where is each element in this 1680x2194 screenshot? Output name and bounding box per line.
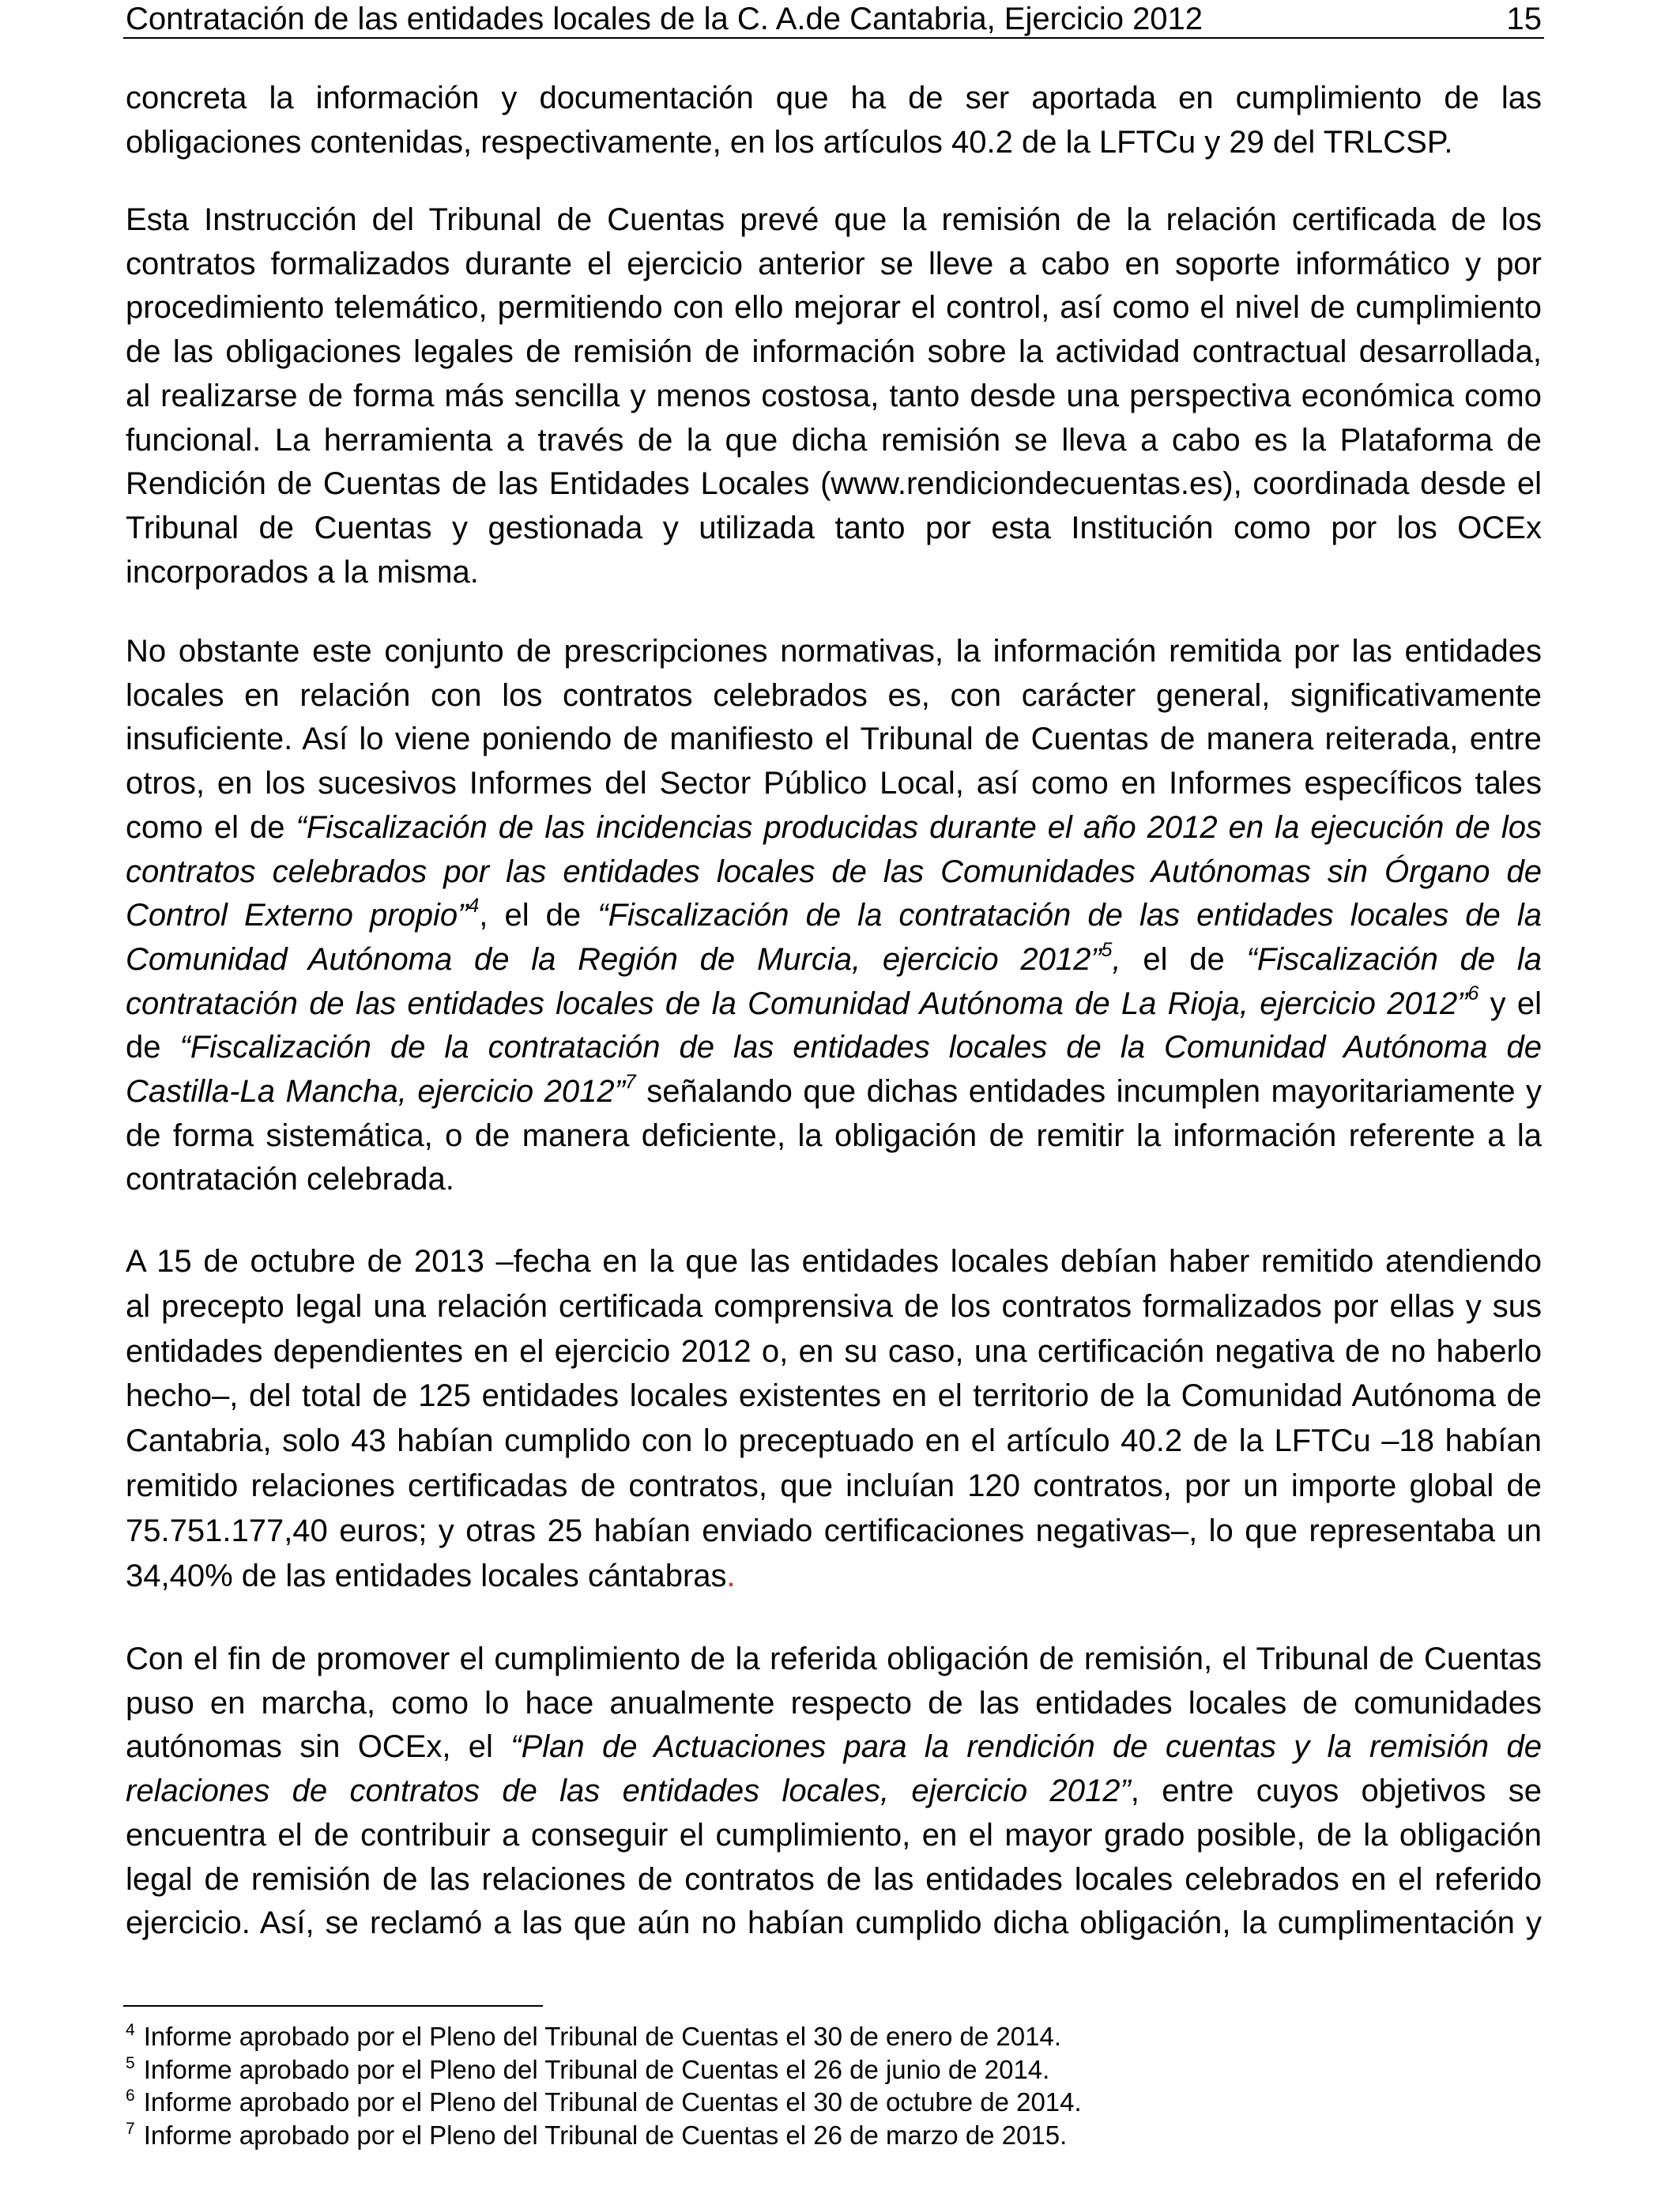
text-line	[126, 1858, 1542, 1902]
text-line	[126, 1814, 1542, 1858]
header-rule	[123, 37, 1544, 39]
text-line	[126, 1725, 1542, 1770]
text-line	[126, 375, 1542, 419]
italic-citation: “Fiscalización de la contratación de las entidades locales de la	[597, 898, 1543, 933]
text-run: legal de remisión de las relaciones de contratos de las entidades locales celebrados en el referido	[126, 1861, 1542, 1897]
text-run: A 15 de octubre de 2013 –fecha en la que las entidades locales debían haber remitido atendiendo	[126, 1244, 1542, 1279]
text-line-content	[126, 854, 1542, 889]
body-paragraph	[126, 1239, 1542, 1598]
text-line-content	[126, 81, 1542, 115]
footnote-reference: 4	[468, 895, 480, 917]
footnote-number: 4	[126, 2021, 135, 2039]
text-line	[126, 419, 1542, 463]
text-run: señalando que dichas entidades incumplen mayoritariamente y	[635, 1074, 1543, 1110]
text-line-content	[126, 555, 479, 590]
footnote	[126, 2086, 1542, 2119]
text-line-content	[126, 1244, 1542, 1279]
italic-citation: “Plan de Actuaciones para la rendición de cuentas y la remisión de	[510, 1729, 1542, 1765]
running-header	[126, 0, 1542, 38]
footnote-text: Informe aprobado por el Pleno del Tribunal de Cuentas el 30 de enero de 2014.	[143, 2022, 1062, 2051]
text-run: contratación celebrada.	[126, 1162, 454, 1197]
text-run: procedimiento telemático, permitiendo con ello mejorar el control, así como el nivel de cumplimiento	[126, 290, 1542, 326]
text-line-content	[126, 1334, 1542, 1369]
footnote-number: 5	[126, 2053, 135, 2072]
text-line-content	[126, 939, 1542, 977]
text-line	[126, 1114, 1542, 1159]
text-run: Cantabria, solo 43 habían cumplido con lo preceptuado en el artículo 40.2 de la LFTCu –18 habían	[126, 1423, 1542, 1459]
text-line	[126, 551, 1542, 595]
text-line-content	[126, 810, 1542, 845]
italic-citation: ,	[1112, 941, 1121, 977]
text-run: incorporados a la misma.	[126, 554, 479, 590]
text-line-content	[126, 1729, 1542, 1764]
text-line-content	[126, 983, 1543, 1021]
text-run: Esta Instrucción del Tribunal de Cuentas prevé que la remisión de la relación certificada de los	[126, 202, 1542, 237]
text-run: Rendición de Cuentas de las Entidades Locales (www.rendiciondecuentas.es), coordinada desde el	[126, 466, 1542, 502]
text-line	[126, 286, 1542, 330]
text-line-content	[126, 1642, 1542, 1676]
text-line-content	[126, 379, 1542, 413]
text-run: de	[126, 1030, 180, 1065]
text-line	[126, 1329, 1542, 1374]
italic-citation: Control Externo propio”	[126, 898, 469, 933]
text-run: 75.751.177,40 euros; y otras 25 habían enviado certificaciones negativas–, lo que representaba un	[126, 1513, 1542, 1548]
body-paragraph	[126, 630, 1542, 1202]
text-run: el de	[1121, 941, 1247, 977]
italic-citation: contratación de las entidades locales de la Comunidad Autónoma de La Rioja, ejercicio 2012”	[126, 986, 1468, 1021]
text-line-content	[126, 1071, 1543, 1110]
text-line-content	[126, 1514, 1542, 1548]
text-line	[126, 462, 1542, 507]
text-line	[126, 1770, 1542, 1814]
footnote	[126, 2119, 1542, 2152]
text-line-content	[126, 1423, 1542, 1458]
text-run: , el de	[479, 898, 598, 933]
text-run: puso en marcha, como lo hace anualmente respecto de las entidades locales de comunidades	[126, 1685, 1542, 1721]
text-line	[126, 1374, 1542, 1419]
italic-citation: relaciones de contratos de las entidades locales, ejercicio 2012”	[126, 1774, 1131, 1809]
footnote-text: Informe aprobado por el Pleno del Tribunal de Cuentas el 26 de marzo de 2015.	[143, 2120, 1068, 2150]
text-run: ejercicio. Así, se reclamó a las que aún no habían cumplido dicha obligación, la cumplimentación y	[126, 1906, 1542, 1941]
text-line	[126, 1638, 1542, 1682]
text-run: Con el fin de promover el cumplimiento de la referida obligación de remisión, el Tribunal de Cuentas	[126, 1642, 1542, 1676]
footnote-number: 6	[126, 2087, 135, 2105]
footnote-reference: 6	[1467, 983, 1479, 1005]
footnotes	[126, 2020, 1542, 2151]
footnote	[126, 2053, 1542, 2087]
text-line	[126, 1239, 1542, 1284]
text-line-content	[126, 678, 1542, 713]
text-run: encuentra el de contribuir a conseguir el cumplimiento, en el mayor grado posible, de la obligación	[126, 1817, 1542, 1853]
header-title: Contratación de las entidades locales de la C. A.de Cantabria, Ejercicio 2012	[126, 2, 1203, 36]
text-run: concreta la información y documentación que ha de ser aportada en cumplimiento de las	[126, 81, 1542, 115]
text-run: hecho–, del total de 125 entidades locales existentes en el territorio de la Comunidad Autónoma de	[126, 1378, 1542, 1414]
text-run: contratos formalizados durante el ejercicio anterior se lleve a cabo en soporte informático y por	[126, 246, 1542, 281]
text-line	[126, 1419, 1542, 1464]
text-line	[126, 330, 1542, 375]
body-paragraph	[126, 77, 1542, 164]
text-run: entidades dependientes en el ejercicio 2012 o, en su caso, una certificación negativa de no haberlo	[126, 1333, 1542, 1369]
text-line-content	[126, 1559, 736, 1593]
text-line-content	[126, 202, 1542, 237]
italic-citation: “Fiscalización de la	[1246, 941, 1542, 977]
text-line	[126, 982, 1542, 1027]
text-line	[126, 1682, 1542, 1726]
text-line	[126, 938, 1542, 982]
footnote-separator	[123, 2005, 543, 2007]
text-line	[126, 507, 1542, 551]
text-line-content	[126, 466, 1542, 501]
text-line	[126, 674, 1542, 718]
text-run: , entre cuyos objetivos se	[1130, 1774, 1542, 1809]
text-line-content	[126, 334, 1542, 369]
text-line-content	[126, 290, 1542, 325]
text-line	[126, 630, 1542, 674]
body-paragraph	[126, 1638, 1542, 1946]
text-line-content	[126, 1906, 1542, 1940]
text-line-content	[126, 423, 1542, 458]
text-line-content	[126, 766, 1542, 801]
text-run: 34,40% de las entidades locales cántabras	[126, 1558, 727, 1593]
text-line	[126, 77, 1542, 121]
text-line	[126, 243, 1542, 287]
page-number: 15	[1506, 2, 1542, 36]
italic-citation: Comunidad Autónoma de la Región de Murcia, ejercicio 2012”	[126, 941, 1102, 977]
footnote-number: 7	[126, 2119, 135, 2138]
italic-citation: “Fiscalización de la contratación de las entidades locales de la Comunidad Autónoma de	[179, 1030, 1543, 1065]
text-line-content	[126, 1686, 1542, 1721]
text-run: insuficiente. Así lo viene poniendo de manifiesto el Tribunal de Cuentas de manera reiterada, entre	[126, 722, 1542, 757]
red-punctuation: .	[726, 1558, 736, 1593]
text-run: Tribunal de Cuentas y gestionada y utilizada tanto por esta Institución como por los OCEx	[126, 510, 1542, 545]
text-line-content	[126, 1862, 1542, 1897]
text-run: otros, en los sucesivos Informes del Sector Público Local, así como en Informes específicos tales	[126, 766, 1542, 801]
text-line	[126, 198, 1542, 243]
text-line-content	[126, 125, 1452, 160]
text-run: locales en relación con los contratos celebrados es, con carácter general, significativamente	[126, 677, 1542, 713]
text-line	[126, 121, 1542, 165]
text-line	[126, 850, 1542, 895]
text-line-content	[126, 634, 1542, 669]
text-run: como el de	[126, 809, 296, 845]
text-run: No obstante este conjunto de prescripciones normativas, la información remitida por las entidades	[126, 634, 1542, 669]
footnote	[126, 2020, 1542, 2053]
text-line	[126, 1554, 1542, 1599]
italic-citation: Castilla-La Mancha, ejercicio 2012”	[126, 1074, 625, 1110]
text-run: al precepto legal una relación certificada comprensiva de los contratos formalizados por ellas y sus	[126, 1288, 1542, 1324]
text-run: de forma sistemática, o de manera deficiente, la obligación de remitir la información referente a la	[126, 1118, 1542, 1153]
text-line-content	[126, 1468, 1542, 1503]
text-line-content	[126, 1030, 1542, 1065]
text-line-content	[126, 511, 1542, 545]
text-run: obligaciones contenidas, respectivamente, en los artículos 40.2 de la LFTCu y 29 del TRLCSP.	[126, 124, 1453, 160]
text-run: y el	[1478, 986, 1543, 1021]
text-line-content	[126, 895, 1543, 933]
text-run: funcional. La herramienta a través de la que dicha remisión se lleva a cabo es la Plataforma de	[126, 422, 1542, 458]
text-line	[126, 1070, 1542, 1114]
footnote-reference: 5	[1101, 939, 1113, 961]
text-run: de las obligaciones legales de remisión de información sobre la actividad contractual desarrollada,	[126, 334, 1542, 370]
text-line-content	[126, 247, 1542, 281]
text-line-content	[126, 1774, 1542, 1808]
text-line	[126, 1902, 1542, 1946]
text-line	[126, 1158, 1542, 1202]
text-run: autónomas sin OCEx, el	[126, 1729, 511, 1765]
footnote-text: Informe aprobado por el Pleno del Tribunal de Cuentas el 30 de octubre de 2014.	[143, 2087, 1082, 2117]
text-line	[126, 1284, 1542, 1329]
text-run: al realizarse de forma más sencilla y menos costosa, tanto desde una perspectiva económica como	[126, 378, 1542, 413]
text-line-content	[126, 1118, 1542, 1153]
text-line	[126, 718, 1542, 762]
text-line-content	[126, 1378, 1542, 1413]
body-paragraph	[126, 198, 1542, 594]
text-line	[126, 806, 1542, 850]
text-line	[126, 1026, 1542, 1070]
italic-citation: contratos celebrados por las entidades locales de las Comunidades Autónomas sin Órgano de	[126, 854, 1542, 889]
text-run: remitido relaciones certificadas de contratos, que incluían 120 contratos, por un importe global de	[126, 1468, 1542, 1503]
footnote-text: Informe aprobado por el Pleno del Tribunal de Cuentas el 26 de junio de 2014.	[143, 2054, 1050, 2084]
text-line-content	[126, 1162, 454, 1197]
text-line	[126, 762, 1542, 806]
text-line-content	[126, 722, 1542, 756]
text-line-content	[126, 1289, 1542, 1324]
text-line-content	[126, 1818, 1542, 1853]
text-line	[126, 1509, 1542, 1554]
text-line	[126, 1464, 1542, 1509]
footnote-reference: 7	[624, 1071, 636, 1093]
text-line	[126, 894, 1542, 938]
italic-citation: “Fiscalización de las incidencias producidas durante el año 2012 en la ejecución de los	[296, 809, 1542, 845]
